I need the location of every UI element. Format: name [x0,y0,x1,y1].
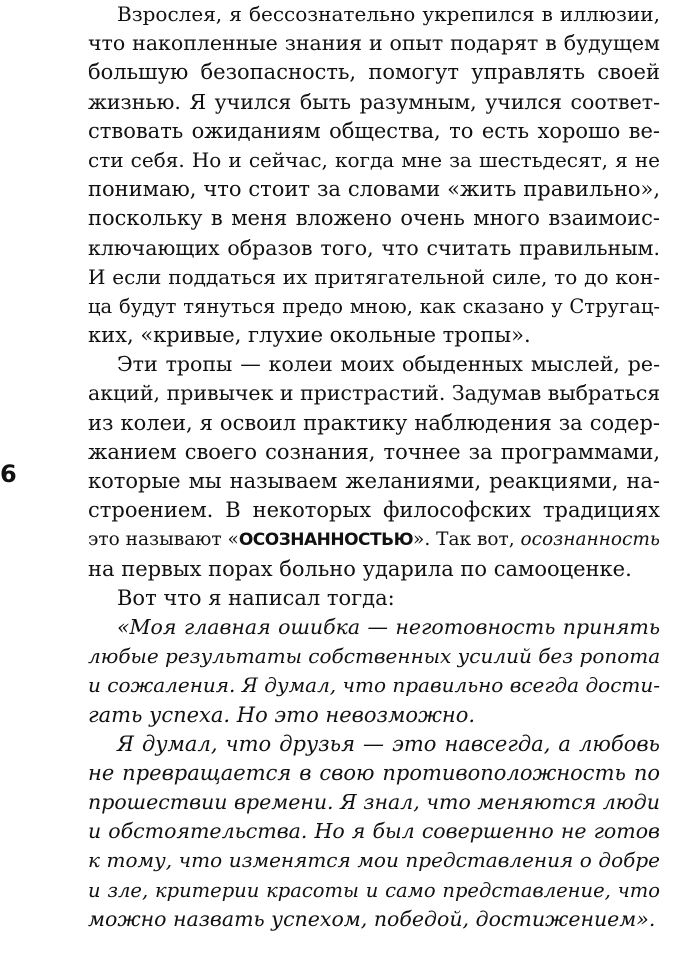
text-body [88,0,660,934]
quote-line: и сожаления. Я думал, что правильно всегда дости- [88,673,660,698]
quote-line: к тому, что изменятся мои представления о добре [88,848,660,873]
text-line: ключающих образов того, что считать правильным. [88,235,660,260]
text-fragment: это называют « [88,529,239,551]
text-line: ствовать ожиданиям общества, то есть хорошо ве- [88,118,660,143]
quote-line: и обстоятельства. Но я был совершенно не готов [88,819,660,844]
text-line: ких, «кривые, глухие окольные тропы». [88,323,531,348]
caps-term: ОСОЗНАННОСТЬЮ [238,530,414,551]
paragraph-2 [88,350,660,584]
paragraph-1 [88,0,660,350]
quote-line: «Моя главная ошибка — неготовность принять [117,614,660,639]
quote-line: не превращается в свою противоположность по [88,760,660,785]
text-line: жизнью. Я учился быть разумным, учился соответ- [88,89,660,114]
quote-line: прошествии времени. Я знал, что меняются люди [88,790,660,815]
text-line: жанием своего сознания, точнее за программами, [88,439,660,464]
text-line: которые мы называем желаниями, реакциями, на- [88,469,660,493]
text-line-mixed [88,525,660,554]
quote-line: можно назвать успехом, победой, достижением». [88,906,656,931]
text-line: сти себя. Но и сейчас, когда мне за шестьдесят, я не [88,147,660,172]
text-line: И если поддаться их притягательной силе, то до кон- [88,264,660,289]
quote-line: гать успеха. Но это невозможно. [88,702,476,727]
italic-term: осознанность [520,529,660,551]
quote-line: и зле, критерии красоты и само представление, что [88,878,660,902]
text-line: ца будут тянуться предо мною, как сказано у Стругац- [88,294,660,318]
quote-line: Я думал, что друзья — это навсегда, а любовь [117,731,660,756]
text-line: строением. В некоторых философских традициях [88,498,660,523]
text-line: понимаю, что стоит за словами «жить правильно», [88,177,660,202]
text-line: что накопленные знания и опыт подарят в будущем [88,31,660,56]
text-line: поскольку в меня вложено очень много взаимоис- [88,206,660,231]
text-line: из колеи, я освоил практику наблюдения за содер- [88,410,660,435]
quote-paragraph-1 [88,613,660,730]
quote-line: любые результаты собственных усилий без ропота [88,644,661,669]
text-line: Вот что я написал тогда: [117,585,395,610]
text-line: на первых порах больно ударила по самооценке. [88,556,632,581]
text-line: большую безопасность, помогут управлять своей [88,60,660,85]
text-line: Эти тропы — колеи моих обыденных мыслей, ре- [117,352,660,377]
quote-paragraph-2 [88,730,660,934]
page-number: 6 [0,460,17,488]
text-line: акций, привычек и пристрастий. Задумав выбраться [88,381,661,406]
text-line: Взрослея, я бессознательно укрепился в иллюзии, [117,2,660,26]
paragraph-3 [88,584,660,613]
text-fragment: ». Так вот, [413,529,521,551]
